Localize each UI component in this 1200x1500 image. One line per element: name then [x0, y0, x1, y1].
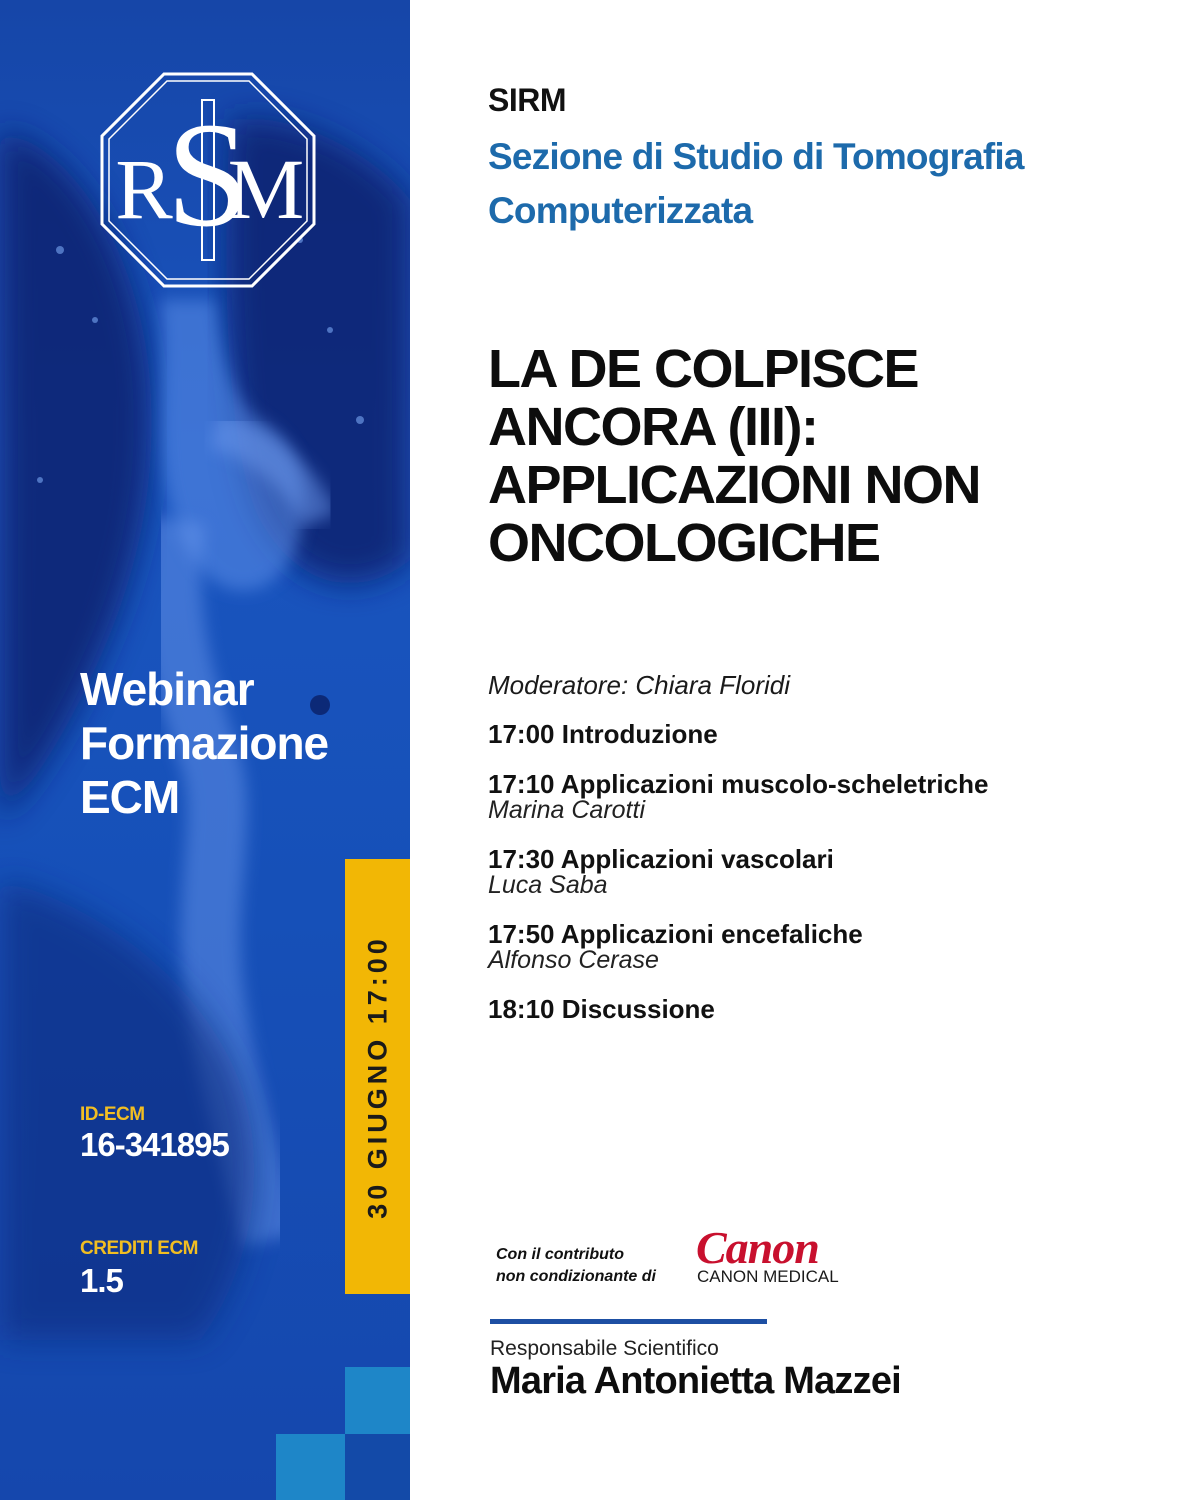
program-item: [488, 845, 834, 897]
program-item: [488, 920, 863, 972]
credits-label: CREDITI ECM: [80, 1238, 198, 1259]
svg-text:R: R: [115, 141, 173, 237]
title-line: ANCORA (III):: [488, 397, 818, 457]
sponsor-line: non condizionante di: [496, 1268, 656, 1285]
webinar-line: Formazione: [80, 717, 329, 769]
program-line: 17:10 Applicazioni muscolo-scheletriche: [488, 769, 989, 799]
sponsor-line: Con il contributo: [496, 1246, 624, 1263]
section-line: Sezione di Studio di Tomografia: [488, 136, 1024, 177]
webinar-line: ECM: [80, 771, 180, 823]
svg-text:S: S: [166, 92, 250, 258]
program-speaker: Marina Carotti: [488, 796, 645, 824]
webinar-line: Webinar: [80, 663, 254, 715]
canon-logo: Canon: [696, 1222, 819, 1273]
program-speaker: Luca Saba: [488, 871, 608, 899]
divider: [490, 1319, 767, 1324]
program-line: 17:50 Applicazioni encefaliche: [488, 919, 863, 949]
responsible-name: Maria Antonietta Mazzei: [490, 1360, 901, 1402]
canon-medical-label: CANON MEDICAL: [697, 1267, 839, 1286]
title-line: APPLICAZIONI NON: [488, 455, 981, 515]
webinar-title: [80, 662, 328, 824]
program-speaker: Alfonso Cerase: [488, 946, 659, 974]
program-item: [488, 995, 715, 1023]
svg-text:M: M: [227, 141, 305, 237]
program-item: [488, 770, 988, 822]
program-line: 18:10 Discussione: [488, 994, 715, 1024]
id-ecm-value: 16-341895: [80, 1126, 229, 1163]
responsible-label: Responsabile Scientifico: [490, 1337, 719, 1360]
id-ecm-label: ID-ECM: [80, 1104, 145, 1125]
title-line: LA DE COLPISCE: [488, 339, 919, 399]
event-date: 30 GIUGNO 17:00: [362, 934, 392, 1219]
decor-square: [276, 1434, 345, 1500]
org-name: SIRM: [488, 82, 566, 118]
program-item: [488, 720, 718, 748]
decor-square: [345, 1367, 410, 1434]
decor-square: [345, 1434, 410, 1500]
credits-value: 1.5: [80, 1262, 123, 1299]
title-line: ONCOLOGICHE: [488, 513, 880, 573]
program-line: 17:30 Applicazioni vascolari: [488, 844, 834, 874]
program-line: 17:00 Introduzione: [488, 719, 718, 749]
section-name: [488, 130, 1148, 238]
event-title: [488, 340, 1178, 572]
left-panel: [0, 0, 410, 1500]
sirm-logo: [98, 70, 318, 290]
moderator: Moderatore: Chiara Floridi: [488, 670, 791, 700]
section-line: Computerizzata: [488, 190, 753, 231]
sponsor-note: [496, 1244, 656, 1288]
date-band: [345, 859, 410, 1294]
